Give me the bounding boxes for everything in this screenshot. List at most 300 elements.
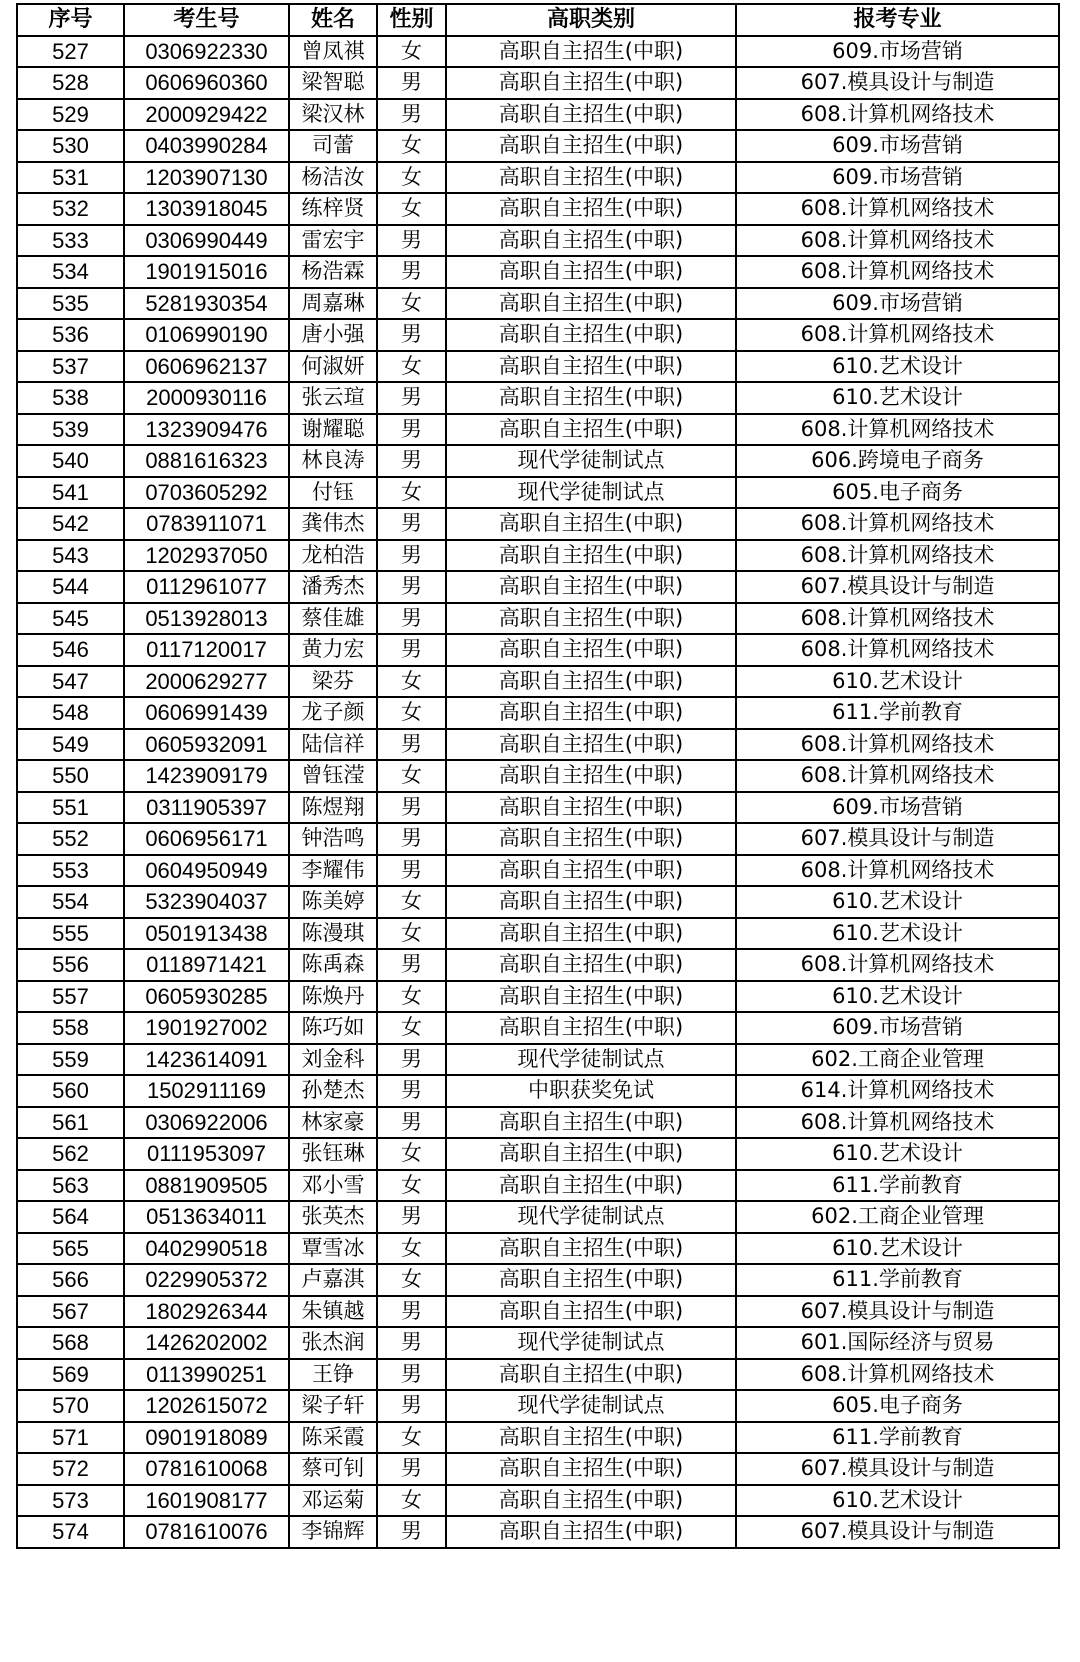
- cell-admission-category: 高职自主招生(中职): [446, 193, 736, 225]
- header-major: 报考专业: [736, 4, 1059, 36]
- cell-seq-no: 532: [17, 193, 124, 225]
- cell-candidate-id: 1426202002: [124, 1327, 289, 1359]
- cell-seq-no: 558: [17, 1012, 124, 1044]
- cell-name: 司蕾: [289, 130, 377, 162]
- cell-seq-no: 552: [17, 823, 124, 855]
- cell-name: 龙子颜: [289, 697, 377, 729]
- table-row: [17, 1359, 1059, 1391]
- cell-admission-category: 现代学徒制试点: [446, 1390, 736, 1422]
- cell-candidate-id: 0901918089: [124, 1422, 289, 1454]
- table-row: [17, 571, 1059, 603]
- cell-candidate-id: 1423909179: [124, 760, 289, 792]
- cell-candidate-id: 1901915016: [124, 256, 289, 288]
- cell-seq-no: 566: [17, 1264, 124, 1296]
- cell-gender: 女: [377, 760, 446, 792]
- table-body: [17, 36, 1059, 1548]
- cell-candidate-id: 1203907130: [124, 162, 289, 194]
- cell-seq-no: 550: [17, 760, 124, 792]
- cell-seq-no: 571: [17, 1422, 124, 1454]
- cell-name: 雷宏宇: [289, 225, 377, 257]
- cell-seq-no: 554: [17, 886, 124, 918]
- cell-gender: 男: [377, 67, 446, 99]
- table-row: [17, 729, 1059, 761]
- cell-admission-category: 高职自主招生(中职): [446, 288, 736, 320]
- cell-name: 覃雪冰: [289, 1233, 377, 1265]
- cell-gender: 男: [377, 855, 446, 887]
- cell-admission-category: 高职自主招生(中职): [446, 1138, 736, 1170]
- cell-name: 潘秀杰: [289, 571, 377, 603]
- cell-seq-no: 555: [17, 918, 124, 950]
- cell-gender: 男: [377, 1516, 446, 1548]
- cell-name: 付钰: [289, 477, 377, 509]
- cell-seq-no: 573: [17, 1485, 124, 1517]
- cell-admission-category: 高职自主招生(中职): [446, 36, 736, 68]
- cell-admission-category: 高职自主招生(中职): [446, 792, 736, 824]
- cell-seq-no: 569: [17, 1359, 124, 1391]
- table-row: [17, 1075, 1059, 1107]
- cell-admission-category: 现代学徒制试点: [446, 445, 736, 477]
- cell-seq-no: 527: [17, 36, 124, 68]
- table-row: [17, 1201, 1059, 1233]
- cell-candidate-id: 0783911071: [124, 508, 289, 540]
- cell-major: 602.工商企业管理: [736, 1044, 1059, 1076]
- cell-seq-no: 538: [17, 382, 124, 414]
- cell-major: 608.计算机网络技术: [736, 99, 1059, 131]
- cell-major: 607.模具设计与制造: [736, 1453, 1059, 1485]
- cell-admission-category: 高职自主招生(中职): [446, 382, 736, 414]
- table-row: [17, 319, 1059, 351]
- cell-seq-no: 556: [17, 949, 124, 981]
- cell-name: 陈美婷: [289, 886, 377, 918]
- cell-admission-category: 高职自主招生(中职): [446, 351, 736, 383]
- table-row: [17, 1170, 1059, 1202]
- cell-name: 曾凤祺: [289, 36, 377, 68]
- cell-admission-category: 高职自主招生(中职): [446, 99, 736, 131]
- cell-seq-no: 546: [17, 634, 124, 666]
- cell-admission-category: 高职自主招生(中职): [446, 225, 736, 257]
- cell-candidate-id: 0604950949: [124, 855, 289, 887]
- table-row: [17, 445, 1059, 477]
- cell-gender: 男: [377, 256, 446, 288]
- cell-name: 杨洁汝: [289, 162, 377, 194]
- cell-candidate-id: 5281930354: [124, 288, 289, 320]
- table-row: [17, 918, 1059, 950]
- cell-gender: 女: [377, 130, 446, 162]
- cell-candidate-id: 0402990518: [124, 1233, 289, 1265]
- cell-name: 黄力宏: [289, 634, 377, 666]
- cell-name: 杨浩霖: [289, 256, 377, 288]
- table-row: [17, 1516, 1059, 1548]
- cell-admission-category: 中职获奖免试: [446, 1075, 736, 1107]
- cell-gender: 男: [377, 1390, 446, 1422]
- cell-admission-category: 高职自主招生(中职): [446, 823, 736, 855]
- cell-gender: 女: [377, 666, 446, 698]
- cell-seq-no: 561: [17, 1107, 124, 1139]
- cell-major: 610.艺术设计: [736, 1485, 1059, 1517]
- cell-gender: 男: [377, 823, 446, 855]
- cell-major: 609.市场营销: [736, 1012, 1059, 1044]
- cell-gender: 女: [377, 1170, 446, 1202]
- cell-name: 李耀伟: [289, 855, 377, 887]
- cell-admission-category: 高职自主招生(中职): [446, 666, 736, 698]
- cell-name: 张钰琳: [289, 1138, 377, 1170]
- cell-seq-no: 557: [17, 981, 124, 1013]
- table-row: [17, 130, 1059, 162]
- cell-seq-no: 572: [17, 1453, 124, 1485]
- table-row: [17, 99, 1059, 131]
- table-row: [17, 1264, 1059, 1296]
- cell-name: 陈焕丹: [289, 981, 377, 1013]
- cell-admission-category: 高职自主招生(中职): [446, 981, 736, 1013]
- cell-gender: 男: [377, 571, 446, 603]
- cell-gender: 女: [377, 288, 446, 320]
- table-row: [17, 225, 1059, 257]
- cell-major: 608.计算机网络技术: [736, 540, 1059, 572]
- cell-candidate-id: 0403990284: [124, 130, 289, 162]
- cell-admission-category: 高职自主招生(中职): [446, 256, 736, 288]
- cell-seq-no: 543: [17, 540, 124, 572]
- cell-admission-category: 现代学徒制试点: [446, 1327, 736, 1359]
- cell-seq-no: 544: [17, 571, 124, 603]
- cell-seq-no: 540: [17, 445, 124, 477]
- cell-name: 陆信祥: [289, 729, 377, 761]
- cell-seq-no: 547: [17, 666, 124, 698]
- cell-admission-category: 高职自主招生(中职): [446, 697, 736, 729]
- cell-name: 朱镇越: [289, 1296, 377, 1328]
- cell-name: 周嘉琳: [289, 288, 377, 320]
- cell-gender: 男: [377, 603, 446, 635]
- cell-major: 607.模具设计与制造: [736, 1296, 1059, 1328]
- cell-major: 610.艺术设计: [736, 666, 1059, 698]
- cell-admission-category: 现代学徒制试点: [446, 1044, 736, 1076]
- cell-major: 608.计算机网络技术: [736, 256, 1059, 288]
- cell-gender: 男: [377, 382, 446, 414]
- cell-admission-category: 现代学徒制试点: [446, 1201, 736, 1233]
- cell-seq-no: 533: [17, 225, 124, 257]
- cell-name: 唐小强: [289, 319, 377, 351]
- cell-candidate-id: 0106990190: [124, 319, 289, 351]
- cell-admission-category: 现代学徒制试点: [446, 477, 736, 509]
- cell-candidate-id: 1303918045: [124, 193, 289, 225]
- cell-seq-no: 548: [17, 697, 124, 729]
- cell-gender: 男: [377, 540, 446, 572]
- cell-candidate-id: 0113990251: [124, 1359, 289, 1391]
- cell-admission-category: 高职自主招生(中职): [446, 508, 736, 540]
- cell-name: 刘金科: [289, 1044, 377, 1076]
- cell-gender: 男: [377, 1296, 446, 1328]
- table-row: [17, 193, 1059, 225]
- cell-seq-no: 536: [17, 319, 124, 351]
- table-row: [17, 382, 1059, 414]
- cell-name: 梁智聪: [289, 67, 377, 99]
- table-row: [17, 1012, 1059, 1044]
- table-row: [17, 949, 1059, 981]
- table-row: [17, 1453, 1059, 1485]
- cell-admission-category: 高职自主招生(中职): [446, 1107, 736, 1139]
- header-admission-category: 高职类别: [446, 4, 736, 36]
- cell-name: 梁子轩: [289, 1390, 377, 1422]
- cell-candidate-id: 0229905372: [124, 1264, 289, 1296]
- cell-major: 614.计算机网络技术: [736, 1075, 1059, 1107]
- cell-major: 610.艺术设计: [736, 1233, 1059, 1265]
- cell-candidate-id: 0703605292: [124, 477, 289, 509]
- table-row: [17, 1390, 1059, 1422]
- cell-major: 608.计算机网络技术: [736, 225, 1059, 257]
- cell-gender: 男: [377, 1359, 446, 1391]
- cell-name: 张杰润: [289, 1327, 377, 1359]
- cell-name: 李锦辉: [289, 1516, 377, 1548]
- cell-candidate-id: 1601908177: [124, 1485, 289, 1517]
- cell-admission-category: 高职自主招生(中职): [446, 1233, 736, 1265]
- cell-candidate-id: 1901927002: [124, 1012, 289, 1044]
- cell-admission-category: 高职自主招生(中职): [446, 1264, 736, 1296]
- cell-gender: 男: [377, 949, 446, 981]
- cell-candidate-id: 0606991439: [124, 697, 289, 729]
- cell-admission-category: 高职自主招生(中职): [446, 571, 736, 603]
- cell-major: 609.市场营销: [736, 288, 1059, 320]
- cell-gender: 男: [377, 508, 446, 540]
- table-row: [17, 1044, 1059, 1076]
- cell-major: 608.计算机网络技术: [736, 414, 1059, 446]
- cell-major: 611.学前教育: [736, 1170, 1059, 1202]
- cell-name: 蔡可钊: [289, 1453, 377, 1485]
- table-header: [17, 4, 1059, 36]
- cell-admission-category: 高职自主招生(中职): [446, 1516, 736, 1548]
- cell-major: 608.计算机网络技术: [736, 193, 1059, 225]
- cell-candidate-id: 0605930285: [124, 981, 289, 1013]
- cell-gender: 女: [377, 1264, 446, 1296]
- cell-major: 610.艺术设计: [736, 1138, 1059, 1170]
- cell-name: 张英杰: [289, 1201, 377, 1233]
- cell-gender: 男: [377, 1327, 446, 1359]
- cell-candidate-id: 0306990449: [124, 225, 289, 257]
- table-row: [17, 1422, 1059, 1454]
- cell-admission-category: 高职自主招生(中职): [446, 634, 736, 666]
- header-seq-no: 序号: [17, 4, 124, 36]
- cell-candidate-id: 2000930116: [124, 382, 289, 414]
- cell-major: 601.国际经济与贸易: [736, 1327, 1059, 1359]
- cell-admission-category: 高职自主招生(中职): [446, 1422, 736, 1454]
- table-row: [17, 414, 1059, 446]
- cell-name: 陈禹森: [289, 949, 377, 981]
- table-row: [17, 256, 1059, 288]
- cell-admission-category: 高职自主招生(中职): [446, 729, 736, 761]
- admission-list-table: [16, 3, 1060, 1549]
- cell-major: 608.计算机网络技术: [736, 634, 1059, 666]
- cell-major: 609.市场营销: [736, 162, 1059, 194]
- cell-major: 608.计算机网络技术: [736, 1107, 1059, 1139]
- cell-gender: 女: [377, 36, 446, 68]
- cell-candidate-id: 0306922330: [124, 36, 289, 68]
- cell-seq-no: 553: [17, 855, 124, 887]
- cell-seq-no: 549: [17, 729, 124, 761]
- cell-major: 608.计算机网络技术: [736, 760, 1059, 792]
- cell-gender: 女: [377, 1485, 446, 1517]
- cell-admission-category: 高职自主招生(中职): [446, 1012, 736, 1044]
- cell-major: 608.计算机网络技术: [736, 1359, 1059, 1391]
- cell-major: 608.计算机网络技术: [736, 949, 1059, 981]
- cell-admission-category: 高职自主招生(中职): [446, 540, 736, 572]
- cell-candidate-id: 0881616323: [124, 445, 289, 477]
- cell-candidate-id: 0606962137: [124, 351, 289, 383]
- cell-admission-category: 高职自主招生(中职): [446, 319, 736, 351]
- cell-admission-category: 高职自主招生(中职): [446, 130, 736, 162]
- cell-seq-no: 567: [17, 1296, 124, 1328]
- cell-admission-category: 高职自主招生(中职): [446, 949, 736, 981]
- cell-seq-no: 574: [17, 1516, 124, 1548]
- cell-seq-no: 563: [17, 1170, 124, 1202]
- cell-seq-no: 531: [17, 162, 124, 194]
- cell-candidate-id: 0112961077: [124, 571, 289, 603]
- table-row: [17, 162, 1059, 194]
- cell-major: 609.市场营销: [736, 792, 1059, 824]
- cell-candidate-id: 0311905397: [124, 792, 289, 824]
- table-row: [17, 1233, 1059, 1265]
- cell-candidate-id: 0781610068: [124, 1453, 289, 1485]
- cell-gender: 女: [377, 193, 446, 225]
- table-row: [17, 760, 1059, 792]
- cell-major: 611.学前教育: [736, 1422, 1059, 1454]
- cell-seq-no: 564: [17, 1201, 124, 1233]
- cell-major: 607.模具设计与制造: [736, 67, 1059, 99]
- cell-major: 607.模具设计与制造: [736, 571, 1059, 603]
- cell-major: 608.计算机网络技术: [736, 319, 1059, 351]
- table-row: [17, 855, 1059, 887]
- table-row: [17, 1296, 1059, 1328]
- cell-gender: 女: [377, 351, 446, 383]
- cell-name: 邓小雪: [289, 1170, 377, 1202]
- cell-name: 谢耀聪: [289, 414, 377, 446]
- cell-name: 王铮: [289, 1359, 377, 1391]
- cell-name: 龙柏浩: [289, 540, 377, 572]
- cell-major: 602.工商企业管理: [736, 1201, 1059, 1233]
- table-row: [17, 886, 1059, 918]
- cell-gender: 女: [377, 1012, 446, 1044]
- table-row: [17, 666, 1059, 698]
- cell-admission-category: 高职自主招生(中职): [446, 67, 736, 99]
- cell-admission-category: 高职自主招生(中职): [446, 1359, 736, 1391]
- cell-candidate-id: 0606960360: [124, 67, 289, 99]
- cell-candidate-id: 0513634011: [124, 1201, 289, 1233]
- cell-admission-category: 高职自主招生(中职): [446, 603, 736, 635]
- cell-name: 练梓贤: [289, 193, 377, 225]
- cell-candidate-id: 0513928013: [124, 603, 289, 635]
- cell-candidate-id: 1502911169: [124, 1075, 289, 1107]
- cell-major: 608.计算机网络技术: [736, 508, 1059, 540]
- cell-name: 梁汉林: [289, 99, 377, 131]
- cell-name: 孙楚杰: [289, 1075, 377, 1107]
- table-row: [17, 351, 1059, 383]
- cell-name: 龚伟杰: [289, 508, 377, 540]
- cell-gender: 女: [377, 1422, 446, 1454]
- cell-seq-no: 545: [17, 603, 124, 635]
- cell-candidate-id: 0306922006: [124, 1107, 289, 1139]
- cell-name: 卢嘉淇: [289, 1264, 377, 1296]
- cell-seq-no: 560: [17, 1075, 124, 1107]
- cell-seq-no: 551: [17, 792, 124, 824]
- cell-admission-category: 高职自主招生(中职): [446, 855, 736, 887]
- cell-name: 邓运菊: [289, 1485, 377, 1517]
- header-name: 姓名: [289, 4, 377, 36]
- cell-major: 608.计算机网络技术: [736, 729, 1059, 761]
- cell-name: 蔡佳雄: [289, 603, 377, 635]
- cell-gender: 女: [377, 477, 446, 509]
- table-row: [17, 823, 1059, 855]
- cell-gender: 男: [377, 225, 446, 257]
- cell-gender: 女: [377, 886, 446, 918]
- cell-gender: 男: [377, 729, 446, 761]
- cell-major: 609.市场营销: [736, 130, 1059, 162]
- table-row: [17, 67, 1059, 99]
- cell-major: 608.计算机网络技术: [736, 603, 1059, 635]
- cell-major: 606.跨境电子商务: [736, 445, 1059, 477]
- table-row: [17, 508, 1059, 540]
- cell-gender: 男: [377, 319, 446, 351]
- cell-admission-category: 高职自主招生(中职): [446, 1485, 736, 1517]
- cell-candidate-id: 1323909476: [124, 414, 289, 446]
- table-row: [17, 603, 1059, 635]
- cell-name: 陈煜翔: [289, 792, 377, 824]
- table-row: [17, 1485, 1059, 1517]
- cell-candidate-id: 1802926344: [124, 1296, 289, 1328]
- cell-candidate-id: 5323904037: [124, 886, 289, 918]
- cell-gender: 女: [377, 697, 446, 729]
- cell-candidate-id: 1423614091: [124, 1044, 289, 1076]
- cell-major: 610.艺术设计: [736, 886, 1059, 918]
- cell-major: 610.艺术设计: [736, 981, 1059, 1013]
- header-gender: 性别: [377, 4, 446, 36]
- cell-seq-no: 530: [17, 130, 124, 162]
- cell-candidate-id: 0781610076: [124, 1516, 289, 1548]
- cell-seq-no: 534: [17, 256, 124, 288]
- cell-admission-category: 高职自主招生(中职): [446, 162, 736, 194]
- cell-candidate-id: 2000629277: [124, 666, 289, 698]
- cell-gender: 男: [377, 1201, 446, 1233]
- header-row: [17, 4, 1059, 36]
- cell-gender: 男: [377, 445, 446, 477]
- cell-seq-no: 562: [17, 1138, 124, 1170]
- table-row: [17, 1138, 1059, 1170]
- cell-gender: 男: [377, 634, 446, 666]
- cell-gender: 男: [377, 99, 446, 131]
- table-row: [17, 540, 1059, 572]
- cell-seq-no: 559: [17, 1044, 124, 1076]
- cell-seq-no: 537: [17, 351, 124, 383]
- cell-seq-no: 529: [17, 99, 124, 131]
- cell-major: 608.计算机网络技术: [736, 855, 1059, 887]
- cell-name: 林家豪: [289, 1107, 377, 1139]
- cell-major: 607.模具设计与制造: [736, 823, 1059, 855]
- cell-name: 张云瑄: [289, 382, 377, 414]
- cell-major: 610.艺术设计: [736, 351, 1059, 383]
- cell-gender: 男: [377, 1453, 446, 1485]
- table-row: [17, 288, 1059, 320]
- cell-major: 611.学前教育: [736, 697, 1059, 729]
- cell-admission-category: 高职自主招生(中职): [446, 1170, 736, 1202]
- cell-name: 陈采霞: [289, 1422, 377, 1454]
- cell-candidate-id: 0605932091: [124, 729, 289, 761]
- cell-candidate-id: 0606956171: [124, 823, 289, 855]
- cell-candidate-id: 0881909505: [124, 1170, 289, 1202]
- cell-candidate-id: 0118971421: [124, 949, 289, 981]
- cell-seq-no: 542: [17, 508, 124, 540]
- cell-gender: 女: [377, 1233, 446, 1265]
- cell-admission-category: 高职自主招生(中职): [446, 1296, 736, 1328]
- cell-major: 605.电子商务: [736, 1390, 1059, 1422]
- cell-gender: 女: [377, 918, 446, 950]
- cell-name: 何淑妍: [289, 351, 377, 383]
- cell-seq-no: 535: [17, 288, 124, 320]
